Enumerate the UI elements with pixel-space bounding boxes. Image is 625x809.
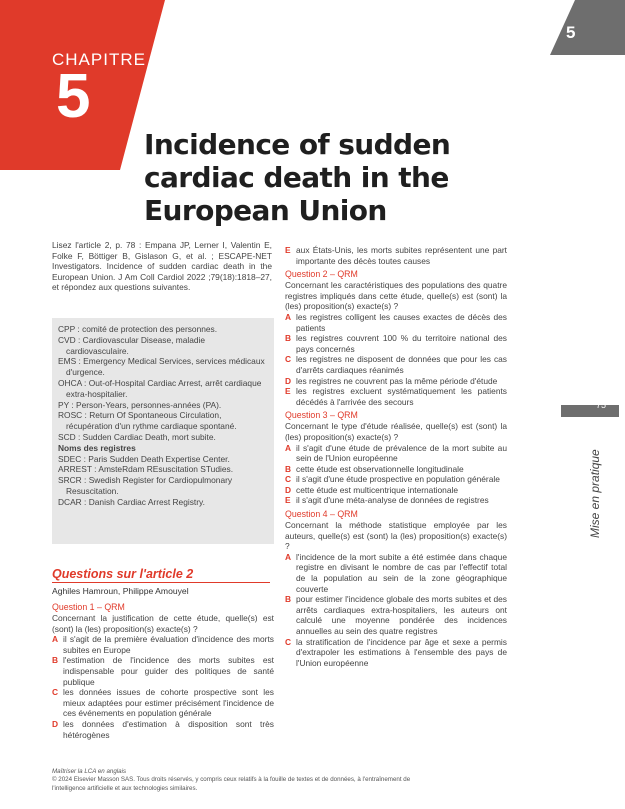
- option-text: cette étude est observationnelle longitudinale: [296, 463, 464, 474]
- abbreviation-term: DCAR: [58, 496, 82, 507]
- question-1-block: [52, 601, 274, 740]
- abbreviation-entry: SRCR : Swedish Register for Cardiopulmonary Resuscitation.: [58, 475, 233, 496]
- answer-option: [285, 245, 507, 266]
- option-letter: D: [285, 375, 292, 386]
- question-stem: Concernant la justification de cette étude, quelle(s) est (sont) la (les) proposition(s) exacte(s) ?: [52, 613, 274, 634]
- heading-divider: [52, 582, 270, 583]
- answer-option: [52, 719, 274, 740]
- option-text: l'incidence de la mort subite a été estimée dans chaque registre en divisant le nombre de cas par l'effectif total de la population au sein de la zone géographique couverte: [296, 551, 507, 594]
- question-stem: Concernant les caractéristiques des populations des quatre registres impliqués dans cette étude, quelle(s) est (sont) la (les) proposition(s) exacte(s) ?: [285, 280, 507, 312]
- abbreviation-definition: comité de protection des personnes.: [82, 324, 218, 334]
- abbreviation-definition: Cardiovascular Disease, maladie cardiovasculaire.: [66, 334, 206, 356]
- abbreviation-term: OHCA: [58, 377, 82, 388]
- option-letter: B: [285, 463, 292, 474]
- intro-paragraph: Lisez l'article 2, p. 78 : Empana JP, Lerner I, Valentin E, Folke F, Böttiger B, Gislason G, et al. ; ESCAPE-NET Investigators. Incidence of sudden cardiac death in the European Union. J Am Coll Cardiol 2022 ;79(18):1818–27, et répondez aux questions suivantes.: [52, 240, 272, 293]
- questions-heading: Questions sur l'article 2: [52, 567, 194, 581]
- answer-option: [285, 354, 507, 375]
- answer-option: [285, 376, 507, 387]
- right-column: [285, 245, 507, 668]
- question-title: Question 1 – QRM: [52, 602, 125, 612]
- option-text: il s'agit de la première évaluation d'incidence des morts subites en Europe: [63, 634, 274, 655]
- abbreviation-entry: DCAR : Danish Cardiac Arrest Registry.: [58, 496, 205, 507]
- page-title: Incidence of sudden cardiac death in the European Union: [144, 128, 451, 227]
- abbreviation-term: CVD: [58, 334, 76, 345]
- registers-heading: Noms des registres: [58, 442, 136, 453]
- option-letter: B: [285, 594, 292, 605]
- option-text: les données issues de cohorte prospective sont les mieux adaptées pour estimer précisément l'incidence de ces événements en population générale: [63, 687, 274, 719]
- answer-option: [285, 312, 507, 333]
- abbreviation-definition: Return Of Spontaneous Circulation, récupération d'un rythme cardiaque spontané.: [66, 410, 237, 432]
- abbreviation-term: SCD: [58, 431, 76, 442]
- option-letter: E: [285, 495, 291, 506]
- answer-option: [285, 637, 507, 669]
- question-title: Question 2 – QRM: [285, 269, 358, 280]
- option-text: cette étude est multicentrique internationale: [296, 484, 459, 495]
- answer-option: [285, 443, 507, 464]
- option-letter: D: [285, 484, 292, 495]
- option-letter: E: [285, 245, 291, 255]
- chapter-number: 5: [56, 62, 91, 131]
- abbreviation-definition: Emergency Medical Services, services médicaux d'urgence.: [66, 356, 265, 378]
- footer-book-title: Maîtriser la LCA en anglais: [52, 768, 127, 775]
- option-text: il s'agit d'une étude de prévalence de la mort subite au sein de l'Union européenne: [296, 442, 507, 464]
- abbreviation-entry: ARREST : AmsteRdam REsuscitation STudies.: [58, 464, 234, 475]
- answer-option: [285, 495, 507, 506]
- footer: [52, 768, 412, 793]
- abbreviation-definition: Out-of-Hospital Cardiac Arrest, arrêt cardiaque extra-hospitalier.: [66, 377, 262, 399]
- question-title: Question 4 – QRM: [285, 509, 358, 520]
- abbreviation-term: ARREST: [58, 464, 92, 475]
- corner-grey-tab: [550, 0, 625, 55]
- abbreviation-entry: ROSC : Return Of Spontaneous Circulation, récupération d'un rythme cardiaque spontané.: [58, 410, 237, 432]
- page-number-tab: [561, 405, 619, 417]
- answer-option: [285, 485, 507, 496]
- answer-option: [285, 464, 507, 475]
- abbreviation-term: ROSC: [58, 410, 83, 421]
- option-text: il s'agit d'une méta-analyse de données de registres: [296, 495, 489, 506]
- option-letter: C: [285, 636, 292, 647]
- option-letter: B: [52, 655, 59, 666]
- option-text: les registres ne disposent de données que pour les cas d'arrêts cardiaques réanimés: [296, 354, 507, 375]
- abbreviation-entry: SDEC : Paris Sudden Death Expertise Center.: [58, 453, 230, 464]
- abbreviation-definition: AmsteRdam REsuscitation STudies.: [98, 464, 234, 475]
- abbreviation-definition: Swedish Register for Cardiopulmonary Resuscitation.: [66, 475, 233, 496]
- option-text: il s'agit d'une étude prospective en population générale: [296, 474, 500, 485]
- option-letter: A: [52, 634, 59, 645]
- answer-option: [285, 474, 507, 485]
- abbreviation-definition: Person-Years, personnes-années (PA).: [76, 399, 222, 410]
- option-text: la stratification de l'incidence par âge et sexe a permis d'extrapoler les estimations à l'ensemble des pays de l'Union européenne: [296, 636, 507, 668]
- option-letter: B: [285, 333, 292, 344]
- answer-option: [285, 594, 507, 636]
- abbreviation-definition: Sudden Cardiac Death, mort subite.: [82, 431, 216, 442]
- question-stem: Concernant le type d'étude réalisée, quelle(s) est (sont) la (les) proposition(s) exacte(s) ?: [285, 421, 507, 442]
- option-text: les registres colligent les causes exactes de décès des patients: [296, 311, 507, 333]
- abbreviation-entry: EMS : Emergency Medical Services, services médicaux d'urgence.: [58, 356, 265, 378]
- page-number: 75: [596, 400, 607, 410]
- option-text: les données d'estimation à disposition sont très hétérogènes: [63, 718, 274, 740]
- answer-option: [285, 552, 507, 594]
- authors: Aghiles Hamroun, Philippe Amouyel: [52, 586, 189, 596]
- option-letter: E: [285, 386, 291, 397]
- option-letter: A: [285, 442, 292, 453]
- option-letter: C: [52, 687, 59, 698]
- option-text: aux États-Unis, les morts subites représentent une part importante des décès toutes causes: [296, 245, 507, 266]
- option-text: les registres excluent systématiquement les patients décédés à l'arrivée des secours: [296, 386, 507, 407]
- answer-option: [52, 634, 274, 655]
- abbreviation-entry: PY : Person-Years, personnes-années (PA).: [58, 399, 222, 410]
- abbreviation-entry: OHCA : Out-of-Hospital Cardiac Arrest, arrêt cardiaque extra-hospitalier.: [58, 377, 262, 399]
- answer-option: [285, 386, 507, 407]
- option-text: pour estimer l'incidence globale des morts subites et des arrêts cardiaques extra-hospitaliers, les auteurs ont calculé une moyenne pondérée des incidences annuelles au sein des quatre registres: [296, 594, 507, 636]
- option-letter: C: [285, 474, 292, 485]
- question-title: Question 3 – QRM: [285, 410, 358, 421]
- abbreviation-term: CPP: [58, 324, 76, 334]
- abbreviation-definition: Danish Cardiac Arrest Registry.: [88, 496, 205, 507]
- option-letter: A: [285, 551, 292, 562]
- option-text: l'estimation de l'incidence des morts subites est indispensable pour guider des politiques de santé publique: [63, 655, 274, 687]
- option-letter: C: [285, 354, 292, 365]
- option-text: les registres ne couvrent pas la même période d'étude: [296, 375, 498, 386]
- question-stem: Concernant la méthode statistique employée par les auteurs, quelle(s) est (sont) la (les) proposition(s) exacte(s) ?: [285, 520, 507, 552]
- abbreviation-definition: Paris Sudden Death Expertise Center.: [88, 453, 230, 464]
- option-letter: D: [52, 718, 59, 729]
- abbreviation-term: SRCR: [58, 475, 82, 486]
- option-text: les registres couvrent 100 % du territoire national des pays concernés: [296, 333, 507, 354]
- footer-copyright: © 2024 Elsevier Masson SAS. Tous droits réservés, y compris ceux relatifs à la fouille de textes et de données, à l'entraînement de l'intelligence artificielle et aux technologies similaires.: [52, 776, 411, 792]
- answer-option: [285, 333, 507, 354]
- abbreviations-list: [58, 324, 270, 508]
- abbreviation-entry: SCD : Sudden Cardiac Death, mort subite.: [58, 431, 216, 442]
- abbreviation-entry: CVD : Cardiovascular Disease, maladie cardiovasculaire.: [58, 334, 206, 356]
- abbreviation-entry: CPP : comité de protection des personnes.: [58, 324, 218, 334]
- answer-option: [52, 687, 274, 719]
- option-letter: A: [285, 311, 292, 322]
- abbreviation-term: SDEC: [58, 453, 82, 464]
- section-label: [560, 448, 625, 548]
- answer-option: [52, 655, 274, 687]
- corner-chapter-number: 5: [566, 23, 576, 42]
- abbreviation-term: EMS: [58, 356, 77, 367]
- abbreviation-term: PY: [58, 399, 70, 410]
- section-label-text: Mise en pratique: [588, 449, 602, 538]
- chapter-word: CHAPITRE: [52, 50, 146, 69]
